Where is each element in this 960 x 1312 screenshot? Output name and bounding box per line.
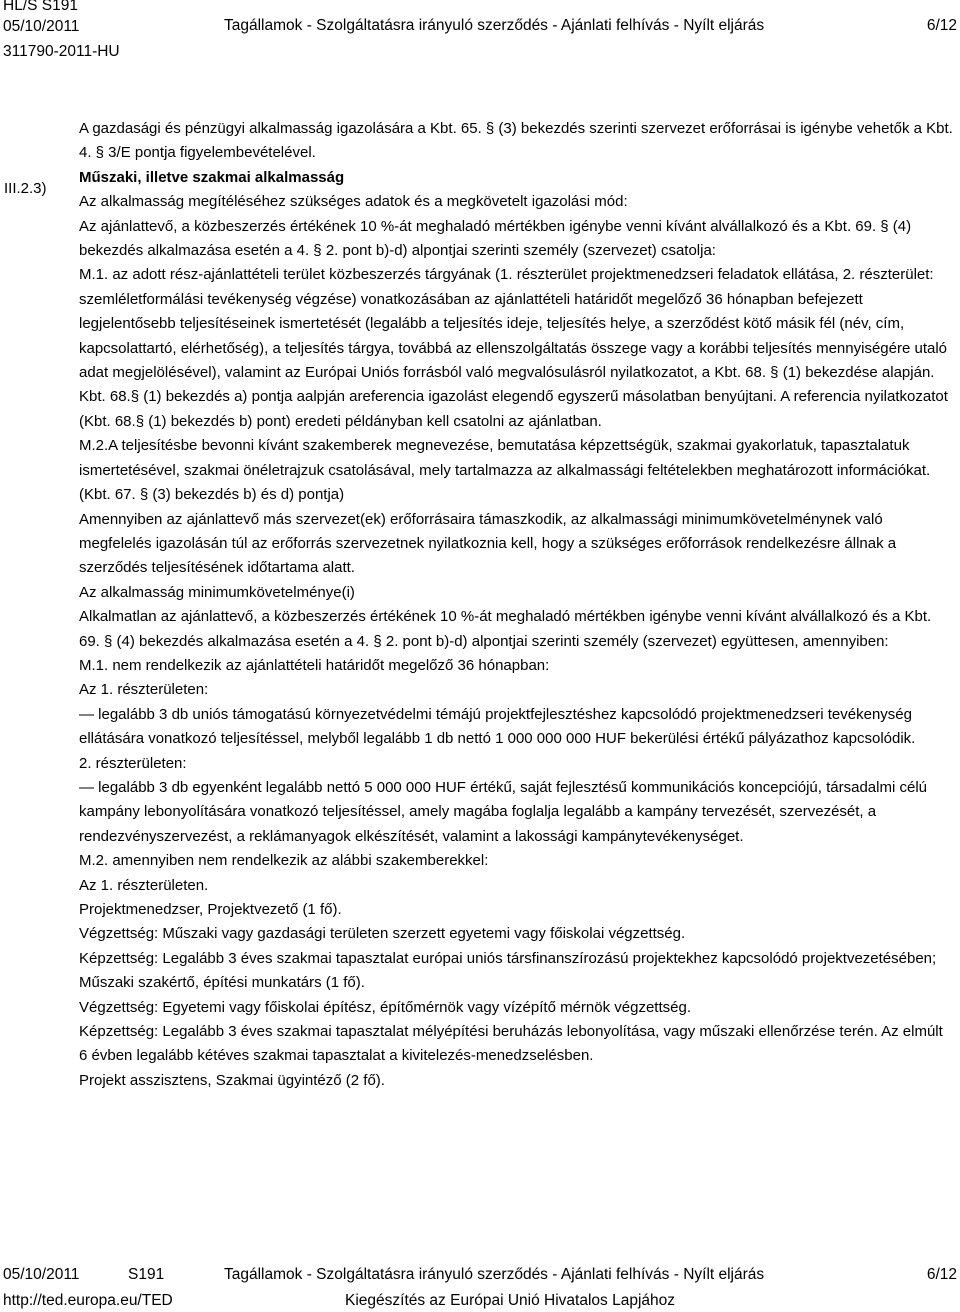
body-paragraph: Kbt. 68.§ (1) bekezdés a) pontja aalpján areferencia igazolást elegendő egyszerű másolatban benyújtani. A referencia nyilatkozatot (Kbt. 68.§ (1) bekezdés b) pont) eredeti példányban kell csatolni az ajánlatban. xyxy=(79,388,948,430)
body-paragraph: Amennyiben az ajánlattevő más szervezet(ek) erőforrásaira támaszkodik, az alkalmassági minimumkövetelménynek való megfelelés igazolásán túl az erőforrás szervezetnek nyilatkoznia kell, hogy a szükséges erőforrások rendelkezésre állnak a szerződés teljesítésének időtartama alatt. xyxy=(79,510,897,577)
section-heading: Műszaki, illetve szakmai alkalmasság xyxy=(79,168,345,186)
footer-date: 05/10/2011 xyxy=(3,1266,80,1283)
body-paragraph: Képzettség: Legalább 3 éves szakmai tapasztalat mélyépítési beruházás lebonyolítása, vagy műszaki ellenőrzése terén. Az elmúlt 6 évben legalább kétéves szakmai tapasztalat a kivitelezés-menedzselésben. xyxy=(79,1023,943,1065)
body-paragraph: Képzettség: Legalább 3 éves szakmai tapasztalat európai uniós társfinanszírozású projektekhez kapcsolódó projektvezetésében; xyxy=(79,949,937,967)
paragraph-list xyxy=(79,190,955,1093)
footer-url[interactable]: http://ted.europa.eu/TED xyxy=(3,1292,173,1309)
header-page-number: 6/12 xyxy=(926,17,957,34)
body-paragraph: M.2.A teljesítésbe bevonni kívánt szakemberek megnevezése, bemutatása képzettségük, szakmai gyakorlatuk, tapasztalatuk ismertetésével, szakmai önéletrajzuk csatolásával, mely tartalmazza az alkalmassági feltételekben meghatározott információkat. (Kbt. 67. § (3) bekezdés b) és d) pontja) xyxy=(79,437,931,504)
body-paragraph: Az alkalmasság megítéléséhez szükséges adatok és a megkövetelt igazolási mód: xyxy=(79,193,628,211)
header-date: 05/10/2011 xyxy=(3,18,80,35)
body-paragraph: M.1. nem rendelkezik az ajánlattételi határidőt megelőző 36 hónapban: xyxy=(79,656,550,674)
notice-id: 311790-2011-HU xyxy=(3,43,120,60)
section-number: III.2.3) xyxy=(4,180,47,197)
body-paragraph: M.1. az adott rész-ajánlattételi terület közbeszerzés tárgyának (1. részterület projektmenedzseri feladatok ellátása, 2. részterület: szemléletformálási tevékenység végzése) vonatkozásában az ajánlattételi határidőt megelőző 36 hónapban befejezett legjelentősebb teljesítéseinek ismertetését (legalább a teljesítés ideje, teljesítés helye, a szerződést kötő másik fél (név, cím, kapcsolattartó, elérhetőség), a teljesítés tárgya, továbbá az ellenszolgáltatás összege vagy a korábbi teljesítés mennyiségére utaló adat megjelölésével), valamint az Európai Uniós forrásból való megvalósulásról nyilatkozatot, a Kbt. 68. § (1) bekezdése alapján. xyxy=(79,266,948,382)
body-paragraph: Az ajánlattevő, a közbeszerzés értékének 10 %-át meghaladó mértékben igénybe venni kívánt alvállalkozó és a Kbt. 69. § (4) bekezdés alkalmazása esetén a 4. § 2. pont b)-d) alpontjai szerinti személy (szervezet) csatolja: xyxy=(79,217,912,260)
doc-code: HL/S S191 xyxy=(3,0,78,14)
body-paragraph: — legalább 3 db egyenként legalább nettó 5 000 000 HUF értékű, saját fejlesztésű kommunikációs koncepciójú, társadalmi célú kampány lebonyolítására vonatkozó teljesítéssel, amely magába foglalja legalább a kampány tervezését, szervezését, a rendezvényszervezést, a reklámanyagok elkészítését, valamint a lakossági kampánytevékenységet. xyxy=(79,778,927,845)
body-paragraph: Végzettség: Egyetemi vagy főiskolai építész, építőmérnök vagy vízépítő mérnök végzettség. xyxy=(79,998,691,1016)
header-title: Tagállamok - Szolgáltatásra irányuló szerződés - Ajánlati felhívás - Nyílt eljárás xyxy=(224,17,765,34)
body-paragraph: Projekt asszisztens, Szakmai ügyintéző (2 fő). xyxy=(79,1071,385,1089)
body-paragraph: — legalább 3 db uniós támogatású környezetvédelmi témájú projektfejlesztéshez kapcsolódó projektmenedzseri tevékenység ellátására vonatkozó teljesítéssel, melyből legalább 1 db nettó 1 000 000 000 HUF bekerülési értékű pályázathoz kapcsolódik. xyxy=(79,705,916,748)
body-paragraph: Az 1. részterületen. xyxy=(79,876,209,894)
footer-code: S191 xyxy=(128,1266,165,1283)
body-paragraph: Projektmenedzser, Projektvezető (1 fő). xyxy=(79,901,342,918)
footer-publication: Kiegészítés az Európai Unió Hivatalos Lapjához xyxy=(345,1292,675,1309)
footer-title: Tagállamok - Szolgáltatásra irányuló szerződés - Ajánlati felhívás - Nyílt eljárás xyxy=(224,1266,765,1283)
intro-paragraph: A gazdasági és pénzügyi alkalmasság igazolására a Kbt. 65. § (3) bekezdés szerinti szervezet erőforrásai is igénybe vehetők a Kbt. 4. § 3/E pontja figyelembevételével. xyxy=(79,120,953,162)
body-paragraph: Végzettség: Műszaki vagy gazdasági területen szerzett egyetemi vagy főiskolai végzettség. xyxy=(79,925,686,943)
body-paragraph: Az 1. részterületen: xyxy=(79,681,209,699)
main-content xyxy=(79,117,955,1093)
footer-page-number: 6/12 xyxy=(926,1266,957,1283)
body-paragraph: Az alkalmasság minimumkövetelménye(i) xyxy=(79,583,355,601)
body-paragraph: Műszaki szakértő, építési munkatárs (1 fő). xyxy=(79,974,365,992)
body-paragraph: M.2. amennyiben nem rendelkezik az alábbi szakemberekkel: xyxy=(79,852,489,870)
body-paragraph: 2. részterületen: xyxy=(79,754,187,772)
body-paragraph: Alkalmatlan az ajánlattevő, a közbeszerzés értékének 10 %-át meghaladó mértékben igénybe venni kívánt alvállalkozó és a Kbt. 69. § (4) bekezdés alkalmazása esetén a 4. § 2. pont b)-d) alpontjai szerinti személy (szervezet) együttesen, amennyiben: xyxy=(79,608,932,650)
